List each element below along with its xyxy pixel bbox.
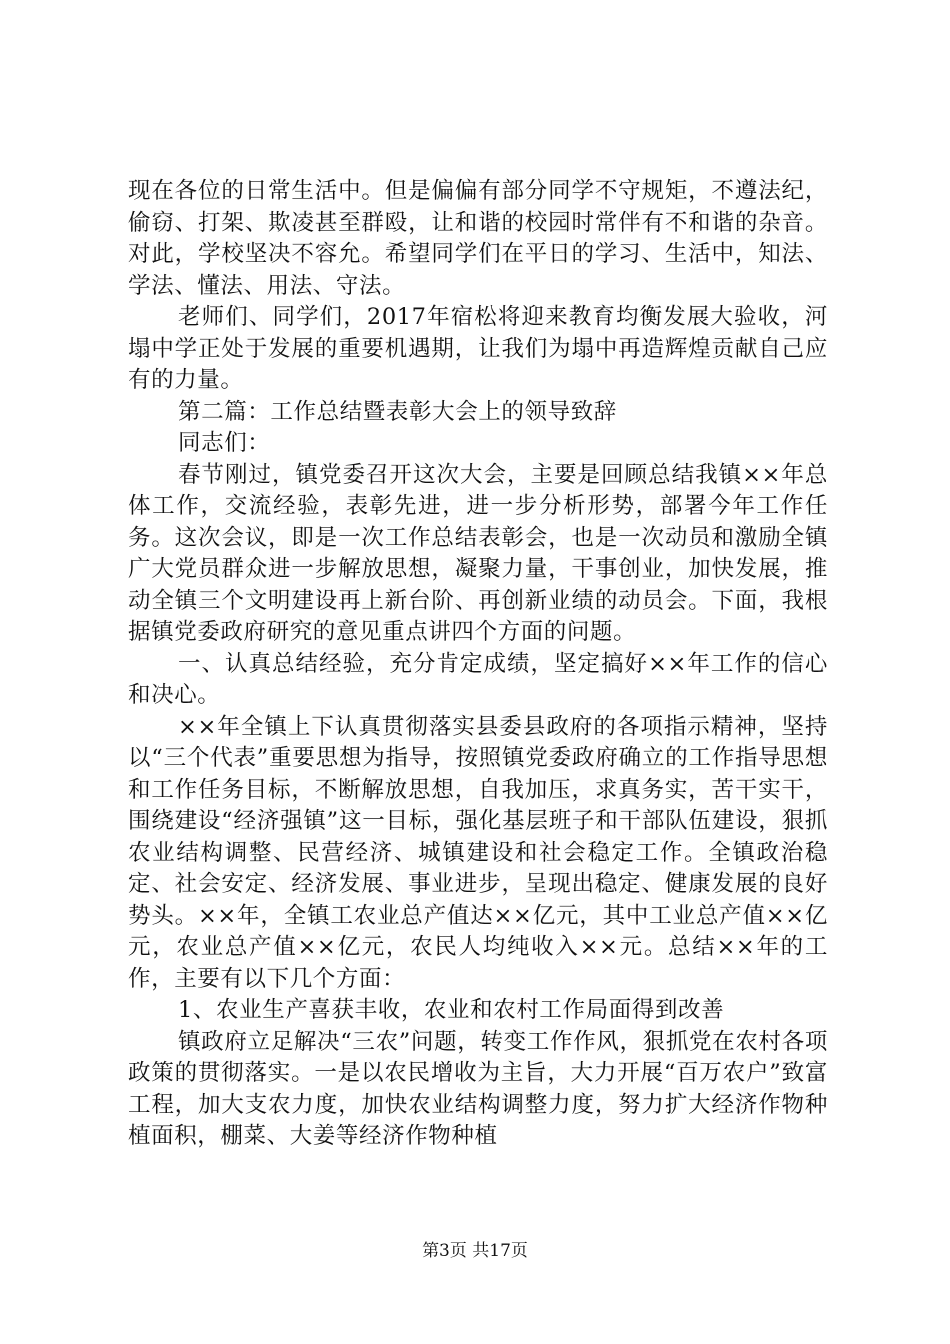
- subheading: 一、认真总结经验，充分肯定成绩，坚定搞好××年工作的信心和决心。: [128, 650, 828, 708]
- section-heading: 第二篇：工作总结暨表彰大会上的领导致辞: [178, 398, 617, 425]
- document-body: [128, 176, 828, 1153]
- page-footer: 第3页 共17页: [422, 1241, 528, 1261]
- paragraph: ××年全镇上下认真贯彻落实县委县政府的各项指示精神，坚持以“三个代表”重要思想为指导，按照镇党委政府确立的工作指导思想和工作任务目标，不断解放思想，自我加压，求真务实，苦干实干，围绕建设“经济强镇”这一目标，强化基层班子和干部队伍建设，狠抓农业结构调整、民营经济、城镇建设和社会稳定工作。全镇政治稳定、社会安定、经济发展、事业进步，呈现出稳定、健康发展的良好势头。××年，全镇工农业总产值达××亿元，其中工业总产值××亿元，农业总产值××亿元，农民人均纯收入××元。总结××年的工作，主要有以下几个方面：: [128, 713, 828, 992]
- paragraph: 镇政府立足解决“三农”问题，转变工作作风，狠抓党在农村各项政策的贯彻落实。一是以农民增收为主旨，大力开展“百万农户”致富工程，加大支农力度，加快农业结构调整力度，努力扩大经济作物种植面积，棚菜、大姜等经济作物种植: [128, 1028, 828, 1149]
- salutation: 同志们：: [178, 430, 271, 456]
- paragraph: 现在各位的日常生活中。但是偏偏有部分同学不守规矩，不遵法纪，偷窃、打架、欺凌甚至群殴，让和谐的校园时常伴有不和谐的杂音。对此，学校坚决不容允。希望同学们在平日的学习、生活中，知法、学法、懂法、用法、守法。: [128, 178, 828, 299]
- paragraph: 春节刚过，镇党委召开这次大会，主要是回顾总结我镇××年总体工作，交流经验，表彰先进，进一步分析形势，部署今年工作任务。这次会议，即是一次工作总结表彰会，也是一次动员和激励全镇广大党员群众进一步解放思想，凝聚力量，干事创业，加快发展，推动全镇三个文明建设再上新台阶、再创新业绩的动员会。下面，我根据镇党委政府研究的意见重点讲四个方面的问题。: [128, 461, 828, 645]
- paragraph: 老师们、同学们，2017年宿松将迎来教育均衡发展大验收，河塌中学正处于发展的重要机遇期，让我们为塌中再造辉煌贡献自己应有的力量。: [128, 304, 828, 393]
- subheading: 1、农业生产喜获丰收，农业和农村工作局面得到改善: [178, 997, 725, 1023]
